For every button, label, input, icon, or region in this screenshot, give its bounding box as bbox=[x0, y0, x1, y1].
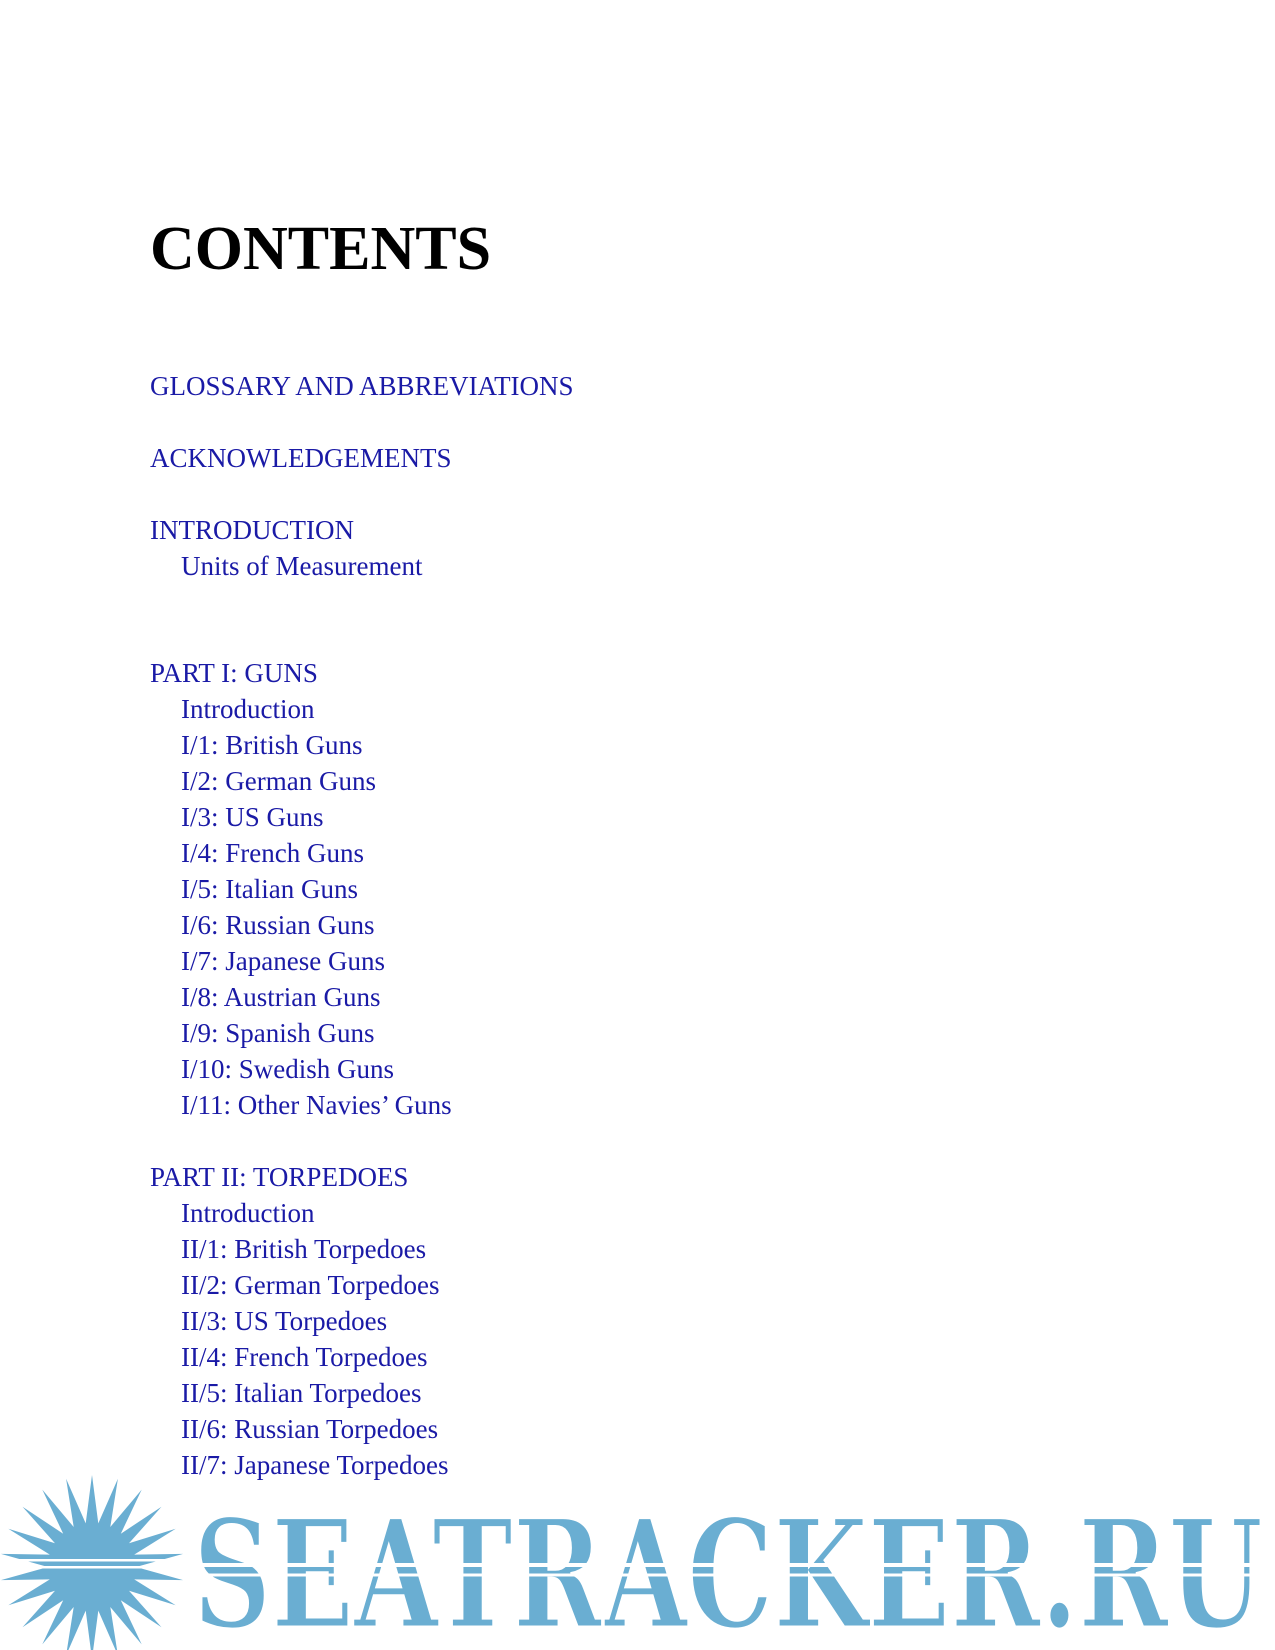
toc-section-acknowledgements bbox=[150, 440, 574, 476]
toc-link-british-torpedoes[interactable]: II/1: British Torpedoes bbox=[181, 1234, 427, 1264]
page-title: CONTENTS bbox=[150, 215, 492, 283]
toc-link-acknowledgements[interactable]: ACKNOWLEDGEMENTS bbox=[150, 443, 452, 473]
toc-section-glossary bbox=[150, 368, 574, 404]
toc-link-japanese-guns[interactable]: I/7: Japanese Guns bbox=[181, 946, 385, 976]
toc-link-french-guns[interactable]: I/4: French Guns bbox=[181, 838, 364, 868]
toc-section-part1 bbox=[150, 655, 574, 1123]
toc-link-german-torpedoes[interactable]: II/2: German Torpedoes bbox=[181, 1270, 440, 1300]
toc-section-introduction bbox=[150, 512, 574, 584]
toc-link-italian-torpedoes[interactable]: II/5: Italian Torpedoes bbox=[181, 1378, 422, 1408]
toc-link-british-guns[interactable]: I/1: British Guns bbox=[181, 730, 363, 760]
toc-link-austrian-guns[interactable]: I/8: Austrian Guns bbox=[181, 982, 381, 1012]
toc-link-part1[interactable]: PART I: GUNS bbox=[150, 658, 318, 688]
toc-link-spanish-guns[interactable]: I/9: Spanish Guns bbox=[181, 1018, 375, 1048]
toc-link-swedish-guns[interactable]: I/10: Swedish Guns bbox=[181, 1054, 395, 1084]
table-of-contents bbox=[150, 368, 574, 1483]
toc-link-part2[interactable]: PART II: TORPEDOES bbox=[150, 1162, 409, 1192]
toc-link-russian-torpedoes[interactable]: II/6: Russian Torpedoes bbox=[181, 1414, 439, 1444]
toc-link-part2-introduction[interactable]: Introduction bbox=[181, 1198, 315, 1228]
watermark-text: SEATRACKER.RU bbox=[193, 1487, 1263, 1650]
toc-link-us-guns[interactable]: I/3: US Guns bbox=[181, 802, 324, 832]
toc-link-glossary[interactable]: GLOSSARY AND ABBREVIATIONS bbox=[150, 371, 574, 401]
toc-link-japanese-torpedoes[interactable]: II/7: Japanese Torpedoes bbox=[181, 1450, 449, 1480]
toc-link-part1-introduction[interactable]: Introduction bbox=[181, 694, 315, 724]
watermark bbox=[0, 1455, 1275, 1650]
toc-section-part2 bbox=[150, 1159, 574, 1483]
toc-link-french-torpedoes[interactable]: II/4: French Torpedoes bbox=[181, 1342, 428, 1372]
toc-link-german-guns[interactable]: I/2: German Guns bbox=[181, 766, 376, 796]
toc-link-introduction[interactable]: INTRODUCTION bbox=[150, 515, 354, 545]
sun-burst-icon bbox=[0, 1475, 200, 1650]
toc-link-russian-guns[interactable]: I/6: Russian Guns bbox=[181, 910, 375, 940]
toc-link-other-navies-guns[interactable]: I/11: Other Navies’ Guns bbox=[181, 1090, 452, 1120]
toc-link-italian-guns[interactable]: I/5: Italian Guns bbox=[181, 874, 358, 904]
toc-link-units-of-measurement[interactable]: Units of Measurement bbox=[181, 551, 423, 581]
toc-link-us-torpedoes[interactable]: II/3: US Torpedoes bbox=[181, 1306, 388, 1336]
